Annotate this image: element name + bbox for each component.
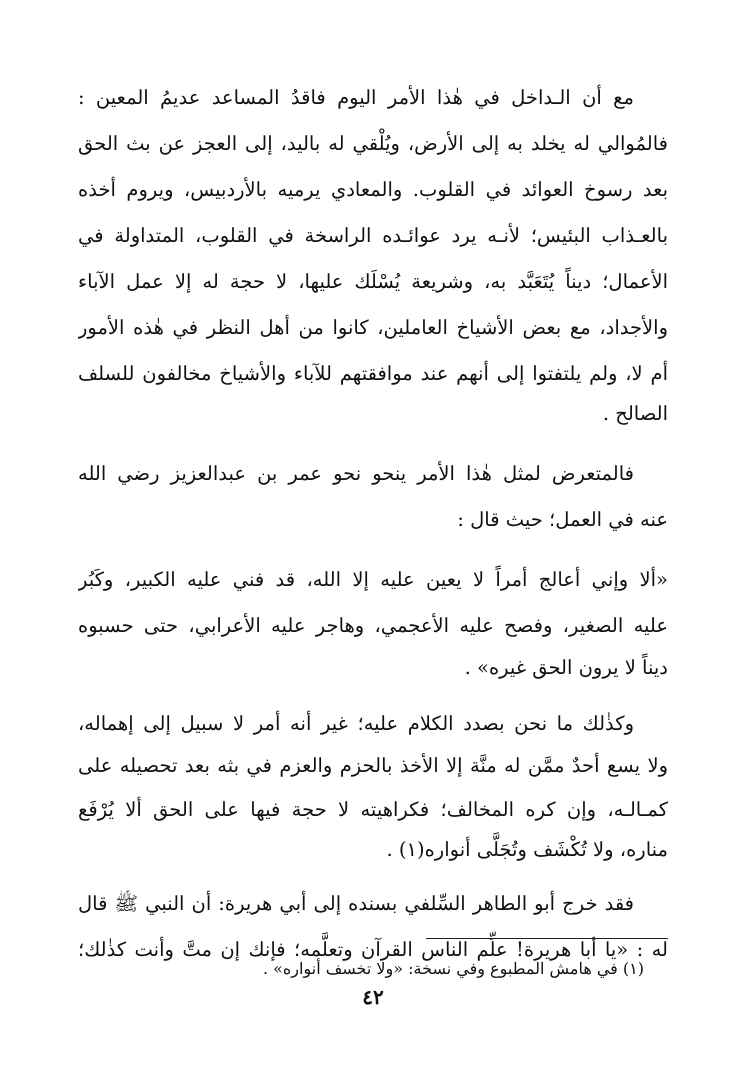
text-line: مع أن الـداخل في هٰذا الأمر اليوم فاقدُ المساعد عديمُ المعين : <box>78 86 634 109</box>
footnote: (١) في هامش المطبوع وفي نسخة: «ولا تخسف أنواره» . <box>262 959 644 978</box>
quote-line: ديناً لا يرون الحق غيره» . <box>464 656 668 679</box>
text-line: وكذٰلك ما نحن بصدد الكلام عليه؛ غير أنه أمر لا سبيل إلى إهماله، <box>78 712 634 735</box>
text-line: فالمُوالي له يخلد به إلى الأرض، ويُلْقي له باليد، إلى العجز عن بث الحق <box>78 132 668 155</box>
text-line: ولا يسع أحدٌ ممَّن له منَّة إلا الأخذ بالحزم والعزم في بثه بعد تحصيله على <box>78 754 668 777</box>
quote-line: «ألا وإني أعالج أمراً لا يعين عليه إلا الله، قد فني عليه الكبير، وكَبُر <box>78 568 668 591</box>
quote-line: عليه الصغير، وفصح عليه الأعجمي، وهاجر عليه الأعرابي، حتى حسبوه <box>78 614 668 637</box>
text-line: له : «يا أبا هريرة! علِّم الناس القرآن وتعلَّمه؛ فإنك إن متَّ وأنت كذٰلك؛ <box>78 938 668 961</box>
text-line: فالمتعرض لمثل هٰذا الأمر ينحو نحو عمر بن عبدالعزيز رضي الله <box>78 462 634 485</box>
text-line: مناره، ولا تُكْشَف وتُجَلَّى أنواره(١) . <box>386 838 668 861</box>
text-line: الصالح . <box>602 402 668 425</box>
text-line: الأعمال؛ ديناً يُتَعَبَّد به، وشريعة يُسْلَك عليها، لا حجة له إلا عمل الآباء <box>78 270 668 293</box>
page-number: ٤٢ <box>362 985 384 1009</box>
text-line: فقد خرج أبو الطاهر السِّلفي بسنده إلى أبي هريرة: أن النبي ﷺ قال <box>78 892 634 915</box>
text-line: عنه في العمل؛ حيث قال : <box>457 508 668 531</box>
text-line: أم لا، ولم يلتفتوا إلى أنهم عند موافقتهم للآباء والأشياخ مخالفون للسلف <box>78 362 668 385</box>
text-line: بعد رسوخ العوائد في القلوب. والمعادي يرميه بالأردبيس، ويروم أخذه <box>78 178 668 201</box>
book-page <box>78 78 668 1038</box>
text-line: والأجداد، مع بعض الأشياخ العاملين، كانوا من أهل النظر في هٰذه الأمور <box>78 316 668 339</box>
text-line: كمـالـه، وإن كره المخالف؛ فكراهيته لا حجة فيها على الحق ألا يُرْفَع <box>78 798 668 821</box>
text-line: بالعـذاب البئيس؛ لأنـه يرد عوائـده الراسخة في القلوب، المتداولة في <box>78 224 668 247</box>
